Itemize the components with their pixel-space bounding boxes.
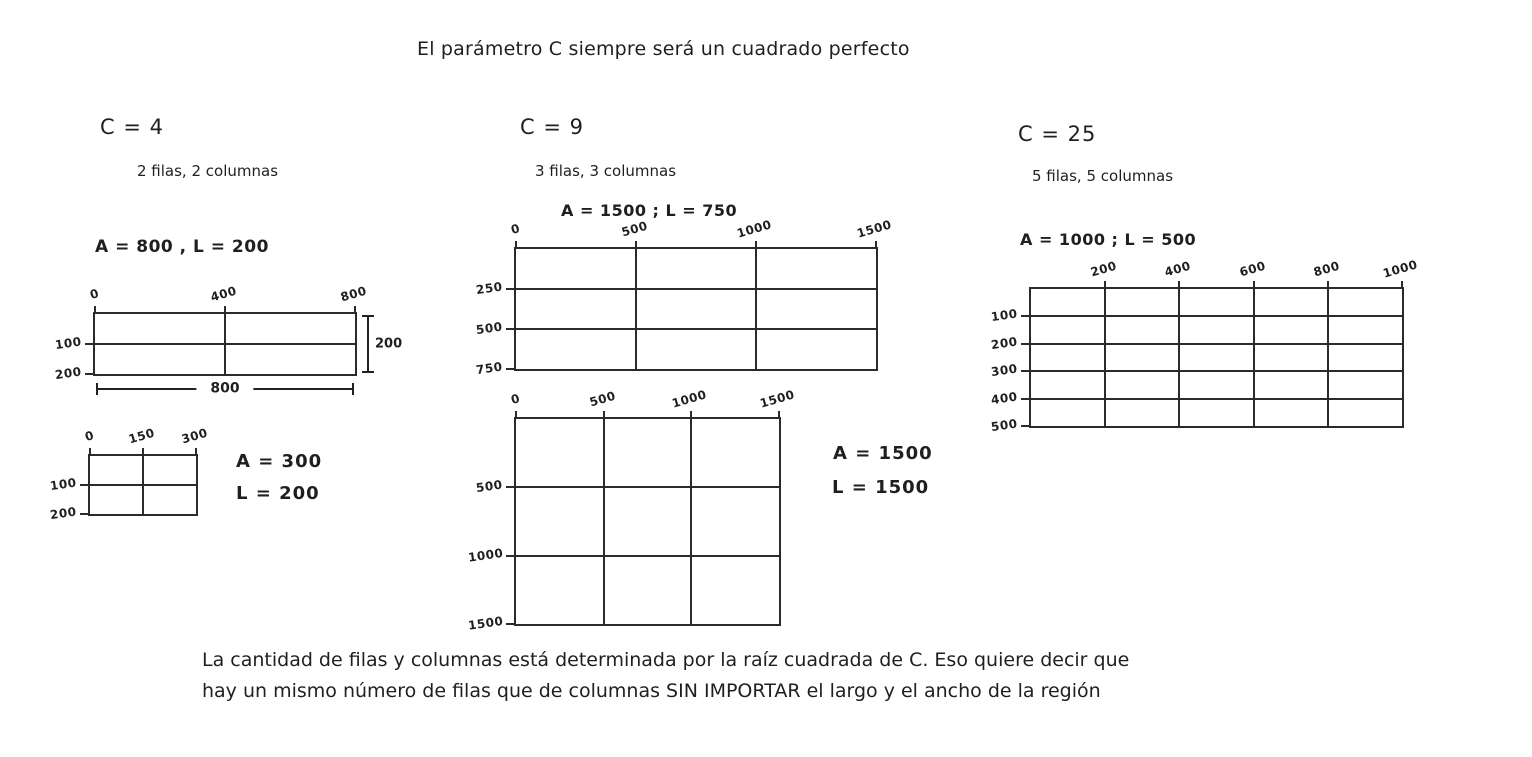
grid-c4-small: [49, 425, 210, 523]
x-tick-mark: [515, 241, 517, 249]
y-tick-mark: [85, 343, 93, 345]
x-tick-label: 400: [1163, 258, 1193, 280]
grid-c9-wide: [475, 217, 894, 378]
y-tick-label: 100: [990, 306, 1019, 325]
y-tick-mark: [506, 288, 514, 290]
x-tick-mark: [603, 411, 605, 419]
panel-c4-subheading: 2 filas, 2 columnas: [137, 162, 279, 180]
x-tick-label: 600: [1237, 258, 1267, 280]
grid-c25-main: [990, 257, 1420, 435]
y-tick-label: 1500: [466, 613, 504, 633]
x-tick-mark: [94, 306, 96, 314]
y-tick-label: 500: [475, 319, 504, 338]
x-tick-label: 0: [88, 286, 101, 302]
y-tick-mark: [506, 328, 514, 330]
x-tick-label: 0: [509, 221, 522, 237]
width-dimension-bracket: [96, 380, 354, 397]
x-tick-mark: [515, 411, 517, 419]
width-dimension-label: 800: [196, 381, 253, 397]
panel-c25-subheading: 5 filas, 5 columnas: [1032, 167, 1174, 185]
x-tick-mark: [1327, 281, 1329, 289]
x-tick-label: 800: [338, 283, 369, 305]
y-tick-mark: [80, 484, 88, 486]
y-tick-label: 500: [475, 477, 504, 496]
grid-c9-wide-caption: A = 1500 ; L = 750: [561, 201, 738, 220]
x-tick-mark: [755, 241, 757, 249]
y-tick-label: 500: [990, 416, 1019, 435]
page-title: El parámetro C siempre será un cuadrado perfecto: [417, 38, 910, 60]
panel-c9-subheading: 3 filas, 3 columnas: [535, 162, 677, 180]
y-tick-label: 250: [475, 279, 504, 298]
x-tick-label: 500: [619, 218, 650, 240]
grid-row-line: [1031, 398, 1402, 400]
grid-column-line: [1253, 289, 1255, 426]
y-tick-mark: [506, 555, 514, 557]
grid-row-line: [516, 328, 876, 330]
x-tick-mark: [1104, 281, 1106, 289]
footer-note-line2: hay un mismo número de filas que de columnas SIN IMPORTAR el largo y el ancho de la región: [202, 680, 1101, 702]
grid-column-line: [1104, 289, 1106, 426]
x-tick-label: 1000: [670, 387, 709, 411]
x-tick-label: 400: [208, 283, 239, 305]
y-tick-label: 200: [49, 504, 78, 523]
grid-column-line: [635, 249, 637, 369]
x-tick-mark: [635, 241, 637, 249]
height-dimension-label: 200: [375, 336, 403, 352]
x-tick-mark: [195, 448, 197, 456]
grid-row-line: [95, 343, 355, 345]
x-tick-mark: [224, 306, 226, 314]
grid-row-line: [516, 288, 876, 290]
x-tick-mark: [1178, 281, 1180, 289]
y-tick-label: 200: [990, 334, 1019, 352]
y-tick-mark: [80, 513, 88, 515]
y-tick-label: 100: [49, 475, 78, 494]
x-tick-label: 1500: [758, 387, 797, 411]
x-tick-label: 0: [509, 391, 522, 407]
y-tick-mark: [1021, 370, 1029, 372]
x-tick-mark: [690, 411, 692, 419]
y-tick-mark: [506, 486, 514, 488]
panel-c4-heading: C = 4: [100, 115, 164, 139]
x-tick-label: 500: [587, 388, 618, 410]
x-tick-label: 300: [179, 425, 210, 447]
x-tick-mark: [875, 241, 877, 249]
y-tick-label: 400: [990, 389, 1019, 407]
x-tick-label: 200: [1089, 258, 1119, 280]
panel-c25-heading: C = 25: [1018, 122, 1097, 146]
height-dimension-bracket: [367, 315, 403, 373]
y-tick-mark: [506, 623, 514, 625]
x-tick-label: 800: [1311, 258, 1342, 280]
x-tick-label: 1500: [855, 217, 894, 241]
x-tick-mark: [1401, 281, 1403, 289]
y-tick-label: 200: [54, 364, 83, 383]
y-tick-label: 100: [54, 334, 83, 353]
grid-row-line: [516, 555, 779, 557]
y-tick-label: 750: [475, 359, 504, 378]
grid-row-line: [90, 484, 196, 486]
grid-column-line: [1178, 289, 1180, 426]
y-tick-mark: [1021, 398, 1029, 400]
grid-c4-small-area-label: A = 300: [236, 451, 323, 472]
grid-row-line: [1031, 370, 1402, 372]
grid-c9-square-length-label: L = 1500: [832, 477, 930, 498]
x-tick-mark: [354, 306, 356, 314]
x-tick-label: 0: [83, 428, 96, 444]
panel-c9-heading: C = 9: [520, 115, 584, 139]
x-tick-mark: [89, 448, 91, 456]
x-tick-label: 1000: [1381, 257, 1420, 281]
y-tick-mark: [1021, 315, 1029, 317]
y-tick-label: 1000: [466, 545, 504, 565]
grid-column-line: [1327, 289, 1329, 426]
x-tick-label: 150: [126, 425, 157, 447]
grid-row-line: [1031, 343, 1402, 345]
y-tick-mark: [85, 373, 93, 375]
grid-c9-square-area-label: A = 1500: [833, 443, 933, 464]
grid-column-line: [690, 419, 692, 624]
grid-column-line: [603, 419, 605, 624]
x-tick-mark: [1253, 281, 1255, 289]
y-tick-mark: [1021, 343, 1029, 345]
grid-row-line: [516, 486, 779, 488]
panel-c4-params: A = 800 , L = 200: [95, 237, 269, 257]
panel-c25-params: A = 1000 ; L = 500: [1020, 230, 1197, 249]
footer-note-line1: La cantidad de filas y columnas está determinada por la raíz cuadrada de C. Eso quiere decir que: [202, 649, 1130, 671]
y-tick-mark: [506, 368, 514, 370]
grid-row-line: [1031, 315, 1402, 317]
y-tick-label: 300: [990, 361, 1019, 380]
grid-c4-main: [54, 283, 369, 383]
grid-c9-square: [466, 387, 797, 633]
footer-note: [202, 645, 1129, 707]
x-tick-label: 1000: [735, 217, 774, 241]
grid-column-line: [755, 249, 757, 369]
grid-c4-small-length-label: L = 200: [236, 483, 320, 504]
y-tick-mark: [1021, 425, 1029, 427]
x-tick-mark: [778, 411, 780, 419]
x-tick-mark: [142, 448, 144, 456]
